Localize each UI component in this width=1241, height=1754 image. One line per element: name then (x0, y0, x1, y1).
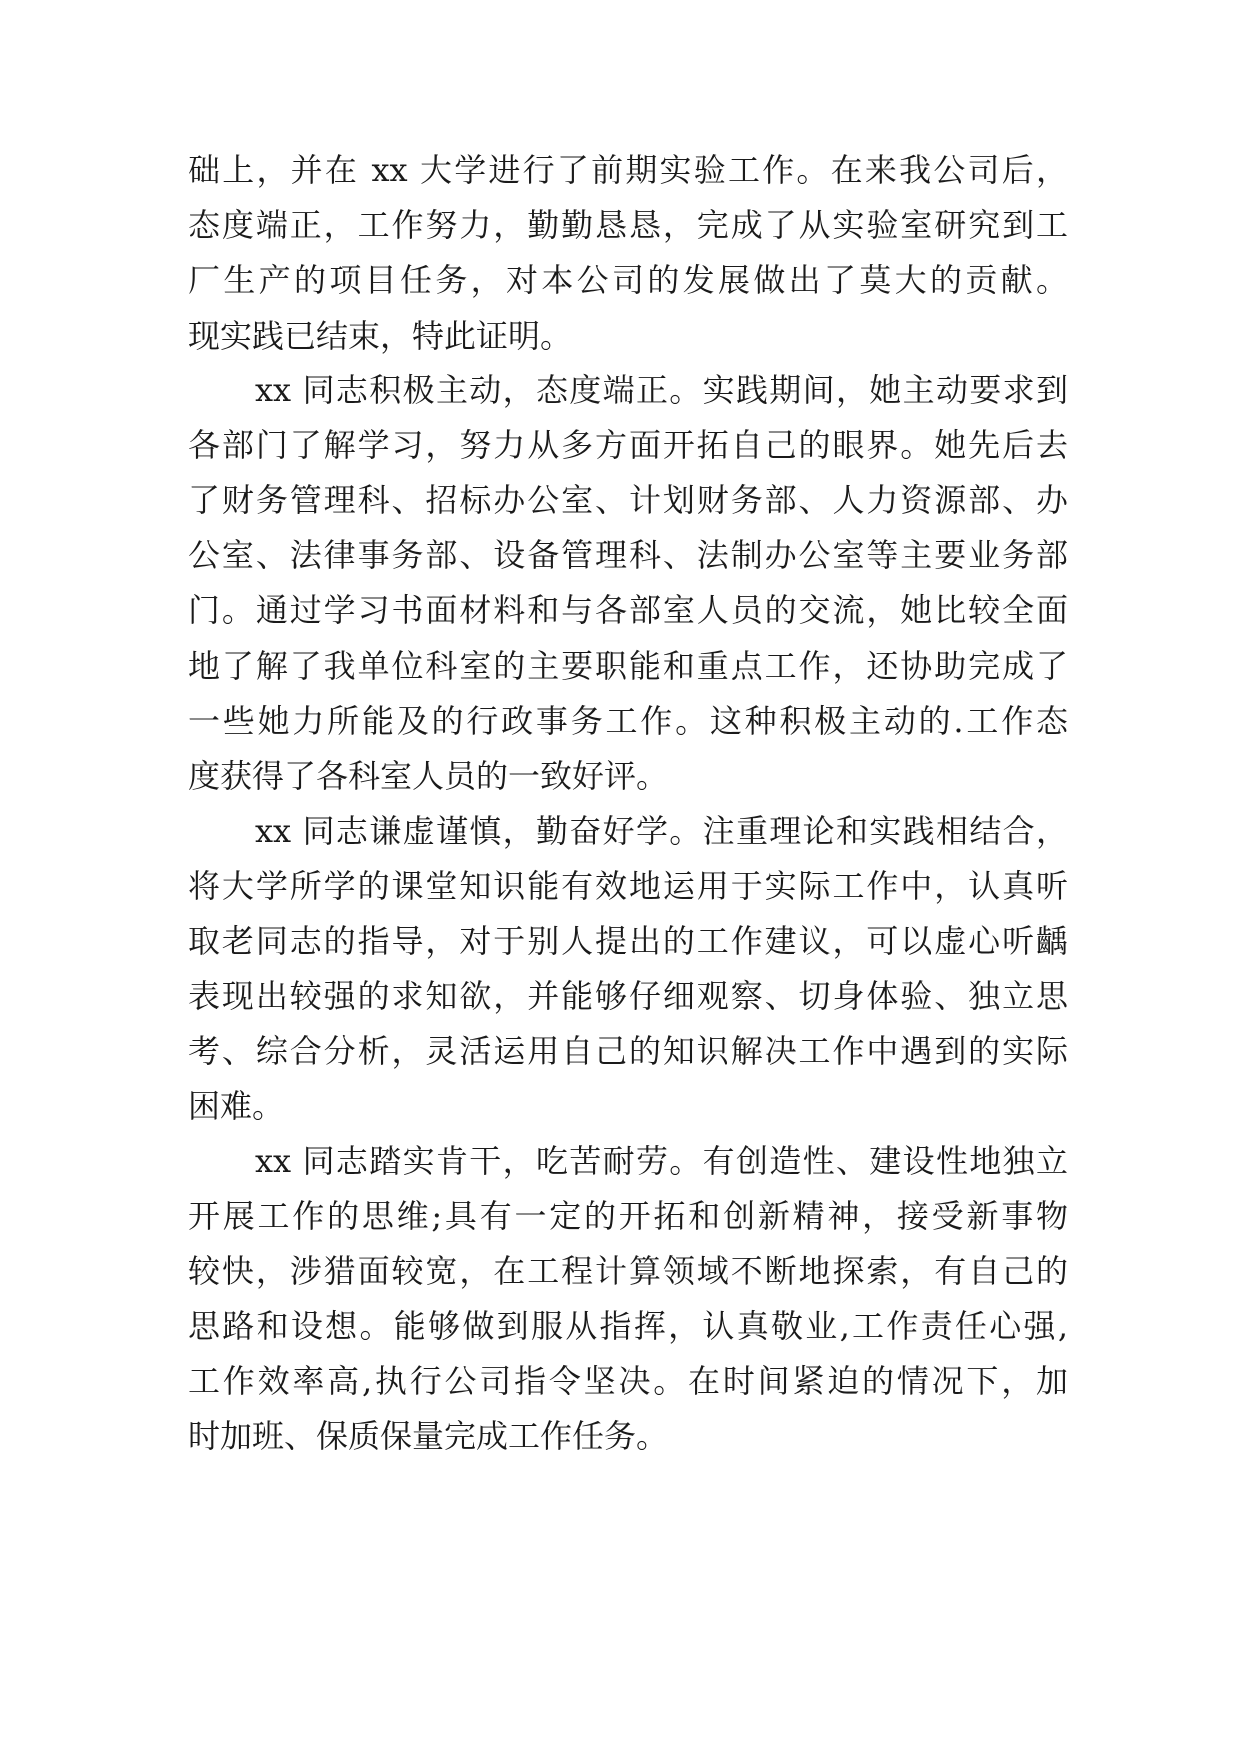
paragraph-line: xx 同志谦虚谨慎，勤奋好学。注重理论和实践相结合， (255, 812, 1068, 850)
paragraph-line: 取老同志的指导，对于别人提出的工作建议，可以虚心听齲 (188, 922, 1068, 960)
paragraph-line: 厂生产的项目任务，对本公司的发展做出了莫大的贡献。 (188, 261, 1068, 299)
paragraph-line: 困难。 (188, 1087, 285, 1125)
paragraph-line: 了财务管理科、招标办公室、计划财务部、人力资源部、办 (188, 481, 1068, 519)
paragraph-line: 开展工作的思维;具有一定的开拓和创新精神，接受新事物 (188, 1197, 1068, 1235)
paragraph-line: 时加班、保质保量完成工作任务。 (188, 1417, 669, 1455)
paragraph-line: 将大学所学的课堂知识能有效地运用于实际工作中，认真听 (188, 867, 1068, 905)
paragraph-line: 态度端正，工作努力，勤勤恳恳，完成了从实验室研究到工 (188, 206, 1068, 244)
paragraph-line: 地了解了我单位科室的主要职能和重点工作，还协助完成了 (188, 647, 1068, 685)
paragraph-line: 工作效率高,执行公司指令坚决。在时间紧迫的情况下，加 (188, 1362, 1068, 1400)
paragraph-line: xx 同志积极主动，态度端正。实践期间，她主动要求到 (255, 371, 1068, 409)
paragraph-line: 公室、法律事务部、设备管理科、法制办公室等主要业务部 (188, 536, 1068, 574)
paragraph-line: 门。通过学习书面材料和与各部室人员的交流，她比较全面 (188, 591, 1068, 629)
paragraph-line: xx 同志踏实肯干，吃苦耐劳。有创造性、建设性地独立 (255, 1142, 1068, 1180)
paragraph-line: 表现出较强的求知欲，并能够仔细观察、切身体验、独立思 (188, 977, 1068, 1015)
paragraph-line: 一些她力所能及的行政事务工作。这种积极主动的.工作态 (188, 702, 1068, 740)
paragraph-line: 度获得了各科室人员的一致好评。 (188, 757, 669, 795)
paragraph-line: 现实践已结束，特此证明。 (188, 317, 573, 355)
paragraph-line: 思路和设想。能够做到服从指挥，认真敬业,工作责任心强, (188, 1307, 1068, 1345)
paragraph-line: 考、综合分析，灵活运用自己的知识解决工作中遇到的实际 (188, 1032, 1068, 1070)
paragraph-line: 础上，并在 xx 大学进行了前期实验工作。在来我公司后， (188, 151, 1068, 189)
paragraph-line: 较快，涉猎面较宽，在工程计算领域不断地探索，有自己的 (188, 1252, 1068, 1290)
paragraph-line: 各部门了解学习，努力从多方面开拓自己的眼界。她先后去 (188, 426, 1068, 464)
